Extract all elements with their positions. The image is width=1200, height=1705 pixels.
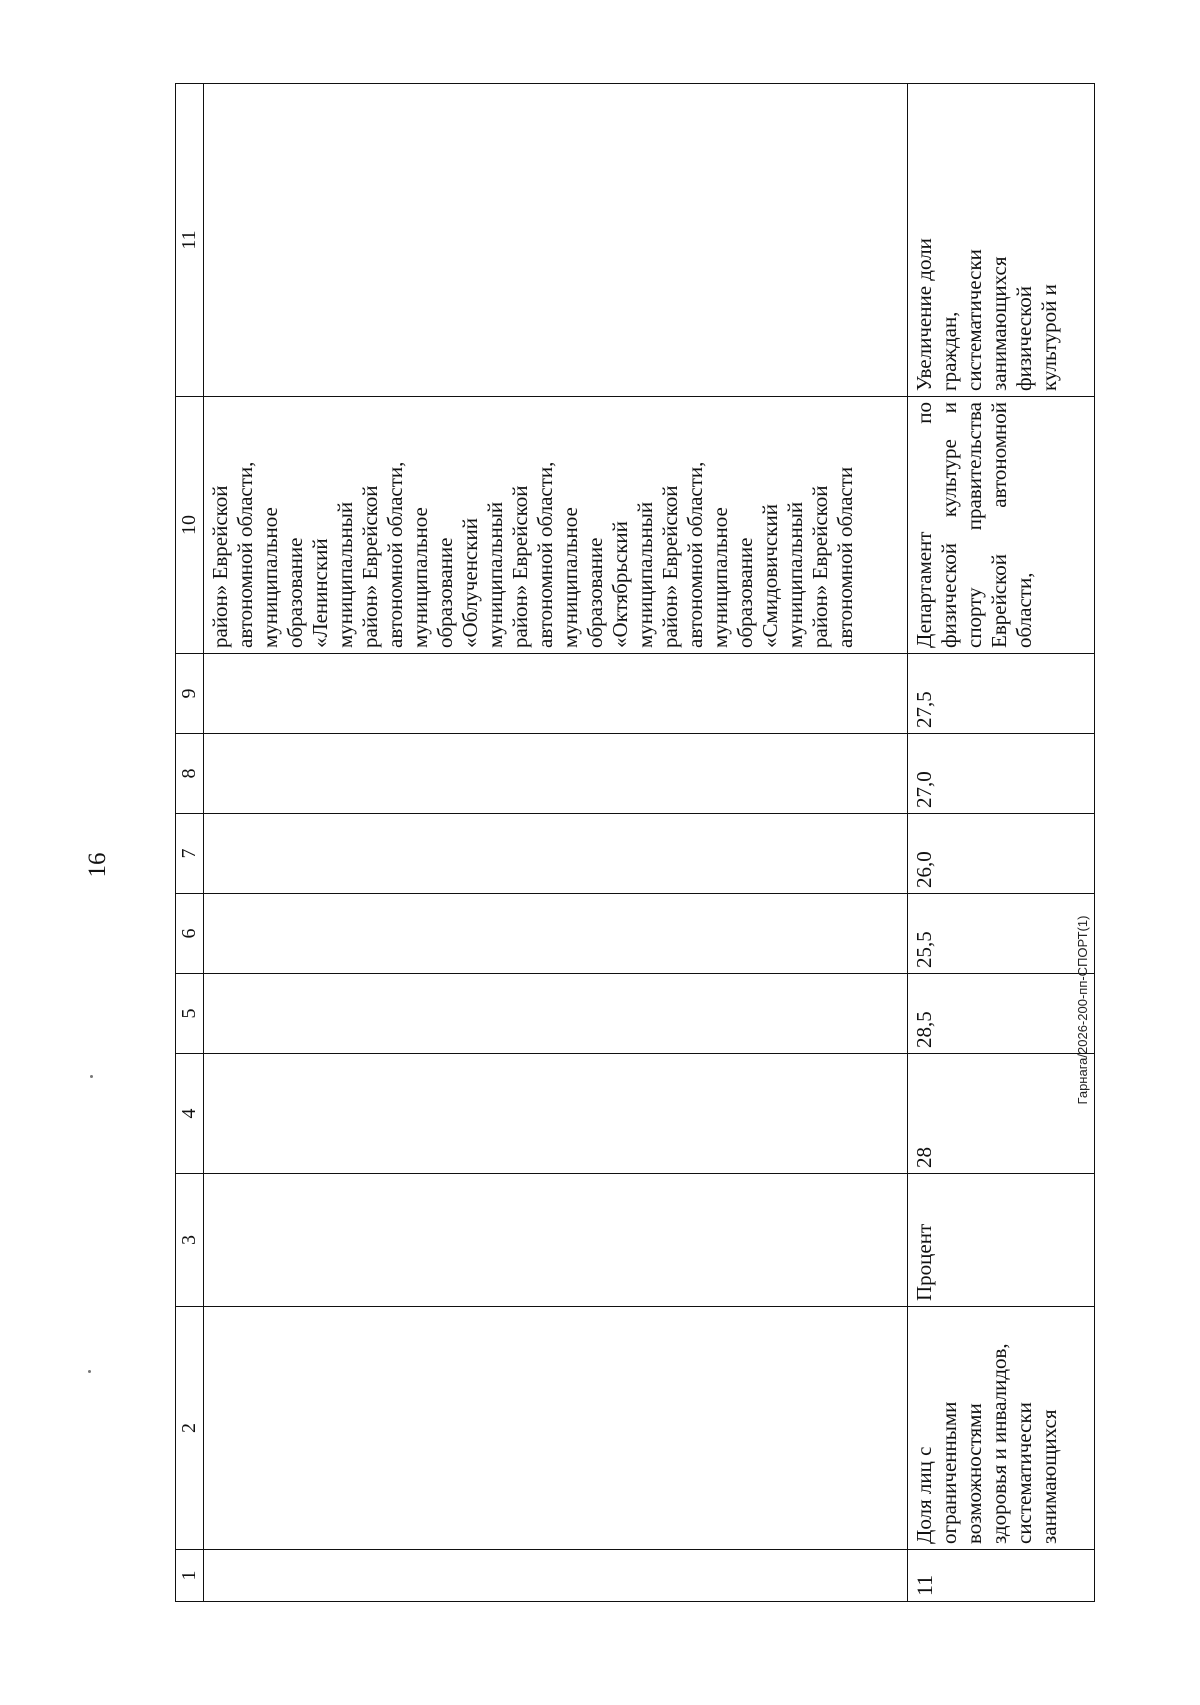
- column-header: 1: [176, 1550, 204, 1602]
- value-cell: 26,0: [908, 814, 1095, 894]
- table-cell: [204, 1550, 908, 1602]
- table-cell: [204, 1174, 908, 1307]
- responsible-executor-text: Департамент по физической культуре и спорту правительства Еврейской автономной области,: [912, 402, 1037, 648]
- indicator-name-cell: [908, 1307, 1095, 1550]
- table-cell: [204, 974, 908, 1054]
- table-cell: [204, 1054, 908, 1174]
- indicator-name: Доля лиц с ограниченными возможностями здоровья и инвалидов, систематически занимающихся: [912, 1343, 1062, 1544]
- value-cell: 27,0: [908, 734, 1095, 814]
- value-cell: 28: [908, 1054, 1095, 1174]
- table-cell: [204, 894, 908, 974]
- page-number: 16: [84, 852, 111, 878]
- responsible-executors-cell: [204, 397, 908, 654]
- table-row-11: [908, 84, 1095, 1602]
- responsible-executor-cell: [908, 397, 1095, 654]
- expected-result-text: Увеличение доли граждан, систематически занимающихся физической культурой и: [912, 238, 1062, 391]
- column-header: 5: [176, 974, 204, 1054]
- column-header: 11: [176, 84, 204, 397]
- document-footer-code: Гарнага/2026-200-пп-СПОРТ(1): [1075, 915, 1090, 1105]
- value-cell: 28,5: [908, 974, 1095, 1054]
- value-cell: 25,5: [908, 894, 1095, 974]
- column-header: 9: [176, 654, 204, 734]
- scan-speck: [90, 1075, 93, 1078]
- column-header: 3: [176, 1174, 204, 1307]
- expected-result-cell: [908, 84, 1095, 397]
- column-header: 8: [176, 734, 204, 814]
- table-row-continuation: [204, 84, 908, 1602]
- column-header: 4: [176, 1054, 204, 1174]
- table-cell: [204, 84, 908, 397]
- table-cell: [204, 734, 908, 814]
- table-cell: [204, 1307, 908, 1550]
- unit-cell: Процент: [908, 1174, 1095, 1307]
- row-number: 11: [908, 1550, 1095, 1602]
- responsible-executors-text: район» Еврейской автономной области, муниципальное образование «Ленинский муниципальный район» Еврейской автономной области, муниципальное образование «Облученский муниципальный район» Еврейской автономной области, муниципальное образование «Октябрьский муниципальный район» Еврейской автономной области, муниципальное образование «Смидовичский муниципальный район» Еврейской автономной области: [208, 461, 858, 648]
- indicator-table: [175, 84, 1095, 1602]
- column-header: 6: [176, 894, 204, 974]
- column-header: 10: [176, 397, 204, 654]
- table-cell: [204, 814, 908, 894]
- table-cell: [204, 654, 908, 734]
- column-header: 7: [176, 814, 204, 894]
- column-header: 2: [176, 1307, 204, 1550]
- value-cell: 27,5: [908, 654, 1095, 734]
- scan-speck: [88, 1370, 91, 1373]
- column-header-row: [176, 84, 204, 1602]
